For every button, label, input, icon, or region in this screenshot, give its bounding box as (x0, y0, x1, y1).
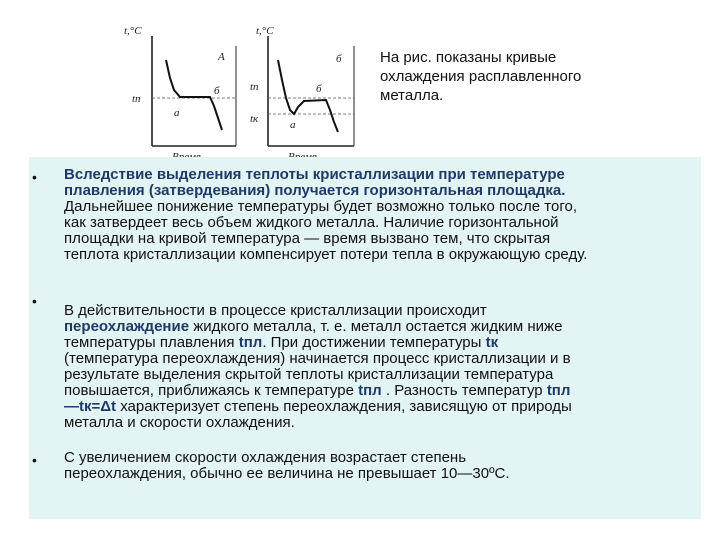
right-y-axis-label: t,°C (256, 25, 274, 37)
left-curve-label-b: б (214, 85, 220, 97)
content-panel (29, 157, 701, 519)
term-delta-t: —tк=Δt (64, 398, 117, 415)
right-cooling-curve (278, 60, 338, 132)
term-t-k: tк (485, 334, 499, 351)
bullet3-line-1: С увеличением скорости охлаждения возрастает степень (64, 449, 467, 466)
bullet2-line-2-rest: жидкого металла, т. е. металл остается жидким ниже (189, 318, 563, 335)
left-curve-label-a: а (174, 107, 180, 119)
bullet1-line-6: теплота кристаллизации компенсирует потери тепла в окружающую среду. (64, 246, 588, 263)
cooling-curves-diagram (118, 18, 370, 163)
bullet2-line-4: (температура переохлаждения) начинается процесс кристаллизации и в (64, 350, 571, 367)
bullet2-line-1: В действительности в процессе кристаллизации происходит (64, 302, 487, 319)
right-curve-label-b: б (316, 83, 322, 95)
bullet2-line-2 (64, 319, 696, 335)
bullet2-line-3 (64, 335, 696, 351)
term-t-melt-3: tпл (546, 382, 571, 399)
bullet-text-1 (64, 167, 696, 263)
caption-line-1: На рис. показаны кривые (380, 49, 557, 66)
left-y-axis-label: t,°C (124, 25, 142, 37)
bullet2-line-3-mid: . При достижении температуры (262, 334, 486, 351)
figure-caption (380, 48, 640, 105)
left-curve-label-A: А (218, 51, 225, 63)
bullet2-line-3-start: температуры плавления (64, 334, 239, 351)
bullet-text-2 (64, 303, 696, 431)
right-y-mark-k: tк (250, 113, 259, 125)
term-t-melt: tпл (238, 334, 263, 351)
bullet1-line-1: Вследствие выделения теплоты кристаллизации при температуре (64, 166, 565, 183)
term-supercooling: переохлаждение (64, 318, 190, 335)
right-curve-label-b-top: б (336, 53, 342, 65)
bullet1-line-4: как затвердеет весь объем жидкого металла. Наличие горизонтальной (64, 214, 559, 231)
bullet-marker: • (32, 293, 37, 309)
caption-line-2: охлаждения расплавленного (380, 68, 582, 85)
bullet-marker: • (32, 169, 37, 185)
bullet1-line-2: плавления (затвердевания) получается горизонтальная площадка. (64, 182, 566, 199)
bullet3-line-2: переохлаждения, обычно ее величина не превышает 10—30ºС. (64, 465, 510, 482)
left-y-mark-label: tп (132, 93, 141, 105)
cooling-curves-figure (118, 18, 370, 163)
bullet2-line-7 (64, 399, 696, 415)
bullet2-line-7-rest: характеризует степень переохлаждения, зависящую от природы (116, 398, 572, 415)
bullet-text-3 (64, 450, 696, 482)
right-y-mark-melt: tп (250, 81, 259, 93)
bullet2-line-6 (64, 383, 696, 399)
bullet2-line-5: результате выделения скрытой теплоты кристаллизации температура (64, 366, 554, 383)
right-curve-label-a: а (290, 119, 296, 131)
caption-line-3: металла. (380, 87, 444, 104)
bullet2-line-8: металла и скорости охлаждения. (64, 414, 295, 431)
bullet1-line-3: Дальнейшее понижение температуры будет возможно только после того, (64, 198, 577, 215)
term-t-melt-2: tпл (358, 382, 382, 399)
bullet2-line-6-rest: . Разность температур (381, 382, 547, 399)
bullet1-line-5: площадки на кривой температура — время вызвано тем, что скрытая (64, 230, 551, 247)
bullet2-line-6-start: повышается, приближаясь к температуре (64, 382, 359, 399)
bullet-marker: • (32, 452, 37, 468)
